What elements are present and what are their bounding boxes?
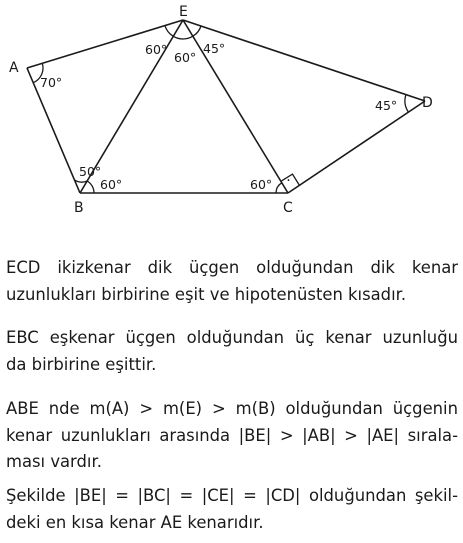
- angle-label-B-right: 60°: [100, 177, 123, 192]
- edge-ED: [183, 20, 425, 101]
- vertex-label-D: D: [422, 95, 433, 111]
- vertex-labels: [9, 4, 433, 216]
- vertex-label-C: C: [283, 200, 293, 216]
- paragraph-line: EBC eşkenar üçgen olduğundan üç kenar uzunluğu: [6, 328, 458, 347]
- angle-arc-B-right: [87, 181, 94, 193]
- paragraph-line: ABE nde m(A) > m(E) > m(B) olduğundan üçgenin: [6, 399, 458, 418]
- paragraph-line: kenar uzunlukları arasında |BE| > |AB| > |AE| sırala-: [6, 425, 458, 445]
- angle-arc-C: [276, 183, 282, 193]
- angle-arc-E-right: [193, 26, 201, 36]
- paragraph-line: da birbirine eşittir.: [6, 354, 157, 374]
- angle-arc-E-mid: [173, 36, 193, 39]
- angle-label-B-top: 50°: [79, 164, 102, 179]
- angle-label-D: 45°: [375, 98, 398, 113]
- vertex-label-E: E: [179, 4, 188, 20]
- angle-label-C: 60°: [250, 177, 273, 192]
- angle-labels: [40, 41, 397, 192]
- geometry-figure: [0, 0, 463, 230]
- paragraph-conclusion: [6, 483, 458, 536]
- angle-label-E-mid: 60°: [174, 50, 197, 65]
- edge-CD: [288, 101, 425, 193]
- paragraph-line: Şekilde |BE| = |BC| = |CE| = |CD| olduğundan şekil-: [6, 486, 458, 505]
- edge-CE: [183, 20, 291, 193]
- angle-arc-E-left: [165, 26, 173, 37]
- paragraph-ebc: [6, 325, 458, 378]
- paragraph-line: ECD ikizkenar dik üçgen olduğundan dik kenar: [6, 258, 458, 277]
- paragraph-line: uzunlukları birbirine eşit ve hipotenüsten kısadır.: [6, 284, 407, 304]
- angle-arc-B-top: [75, 180, 88, 182]
- vertex-label-B: B: [74, 200, 84, 216]
- paragraph-line: ması vardır.: [6, 452, 102, 471]
- angle-label-E-left: 60°: [145, 42, 168, 57]
- paragraph-abe: [6, 396, 458, 476]
- angle-label-E-right: 45°: [203, 41, 226, 56]
- paragraph-ecd: [6, 255, 458, 308]
- right-angle-dot: ·: [286, 173, 291, 189]
- paragraph-line: deki en kısa kenar AE kenarıdır.: [6, 512, 264, 532]
- angle-arc-D: [405, 95, 408, 113]
- angle-label-A: 70°: [40, 75, 63, 90]
- vertex-label-A: A: [9, 60, 19, 76]
